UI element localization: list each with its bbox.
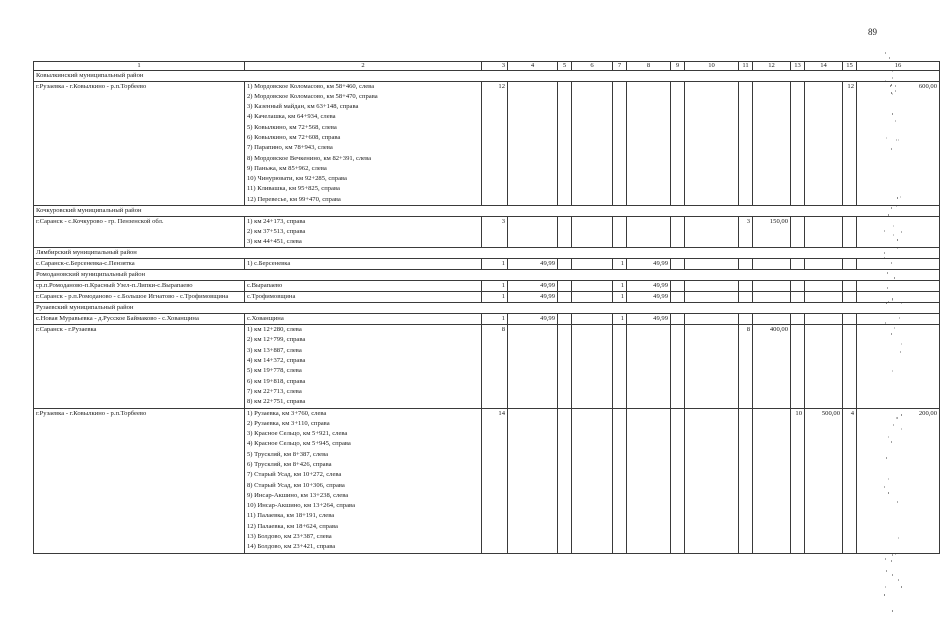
stop-item: 5) км 19+778, слева: [247, 367, 302, 375]
stop-item: 8) Старый Усад, км 10+306, справа: [247, 481, 345, 489]
cell-col-4: [508, 81, 558, 206]
stops-cell: [245, 292, 482, 303]
cell-col-12: [753, 280, 791, 291]
cell-col-15: [843, 292, 857, 303]
cell-col-15: 4: [843, 408, 857, 553]
stop-item: 2) Рузаевка, км 3+110, справа: [247, 419, 330, 427]
stop-item: 8) км 22+751, справа: [247, 398, 306, 406]
header-cell: 9: [671, 62, 685, 71]
cell-col-10: [685, 313, 739, 324]
stops-cell: [245, 325, 482, 408]
stop-item: 1) с.Берсеневка: [247, 259, 291, 267]
stops-cell: [245, 280, 482, 291]
cell-col-15: 12: [843, 81, 857, 206]
table-row: [34, 258, 940, 269]
section-title: Ромодановский муниципальный район: [34, 270, 940, 281]
cell-col-6: [572, 258, 613, 269]
section-row: [34, 206, 940, 217]
stop-item: 2) Мордовское Коломасово, км 58+470, справа: [247, 92, 378, 100]
header-cell: 16: [857, 62, 940, 71]
stop-item: 4) км 14+372, справа: [247, 357, 306, 365]
cell-col-9: [671, 292, 685, 303]
cell-col-13: [791, 81, 805, 206]
cell-col-14: [805, 258, 843, 269]
cell-col-16: [857, 216, 940, 248]
cell-col-4: 49,99: [508, 258, 558, 269]
cell-col-11: [739, 292, 753, 303]
cell-col-3: 8: [482, 325, 508, 408]
stop-item: 1) км 12+280, слева: [247, 326, 302, 334]
cell-col-16: [857, 313, 940, 324]
cell-col-5: [558, 81, 572, 206]
stop-item: 12) Перевесье, км 99+470, справа: [247, 195, 341, 203]
cell-col-13: [791, 280, 805, 291]
table-row: [34, 81, 940, 206]
stop-item: 6) Ковылкино, км 72+608, справа: [247, 133, 341, 141]
cell-col-12: [753, 81, 791, 206]
stops-cell: [245, 81, 482, 206]
page-number: 89: [868, 27, 877, 37]
cell-col-8: 49,99: [627, 258, 671, 269]
cell-col-12: 150,00: [753, 216, 791, 248]
cell-col-5: [558, 258, 572, 269]
cell-col-9: [671, 258, 685, 269]
route-cell: г.Саранск - г.Рузаевка: [34, 325, 245, 408]
cell-col-3: 1: [482, 292, 508, 303]
cell-col-7: 1: [613, 258, 627, 269]
stops-cell: [245, 313, 482, 324]
route-cell: с.Новая Муравьевка - д.Русское Баймаково - с.Хованщина: [34, 313, 245, 324]
stop-item: 3) км 44+451, слева: [247, 238, 302, 246]
cell-col-7: 1: [613, 292, 627, 303]
stop-item: 11) Палаевка, км 18+191, слева: [247, 512, 335, 520]
header-cell: 6: [572, 62, 613, 71]
stops-cell: [245, 258, 482, 269]
cell-col-15: [843, 216, 857, 248]
cell-col-5: [558, 280, 572, 291]
stop-item: 10) Инсар-Акшино, км 13+264, справа: [247, 502, 356, 510]
cell-col-8: [627, 325, 671, 408]
cell-col-4: [508, 325, 558, 408]
cell-col-3: 1: [482, 280, 508, 291]
stop-item: 4) Качелашка, км 64+934, слева: [247, 113, 336, 121]
cell-col-9: [671, 216, 685, 248]
cell-col-12: [753, 408, 791, 553]
header-cell: 7: [613, 62, 627, 71]
stop-item: 10) Чинурювати, км 92+285, справа: [247, 175, 347, 183]
cell-col-5: [558, 325, 572, 408]
stop-item: 9) Инсар-Акшино, км 13+238, слева: [247, 491, 349, 499]
stop-item: 5) Трускляй, км 8+387, слева: [247, 450, 329, 458]
scan-speckle: [898, 579, 899, 581]
stop-item: 5) Ковылкино, км 72+568, слева: [247, 123, 337, 131]
cell-col-4: 49,99: [508, 280, 558, 291]
table-body: [34, 62, 940, 554]
section-row: [34, 303, 940, 314]
cell-col-13: [791, 313, 805, 324]
stop-item: 12) Палаевка, км 18+624, справа: [247, 522, 338, 530]
cell-col-9: [671, 325, 685, 408]
header-row: [34, 62, 940, 71]
section-row: [34, 248, 940, 259]
header-cell: 1: [34, 62, 245, 71]
cell-col-10: [685, 292, 739, 303]
section-title: Рузаевский муниципальный район: [34, 303, 940, 314]
section-title: Лямбирский муниципальный район: [34, 248, 940, 259]
cell-col-9: [671, 408, 685, 553]
cell-col-13: [791, 292, 805, 303]
cell-col-9: [671, 81, 685, 206]
cell-col-10: [685, 81, 739, 206]
cell-col-14: [805, 292, 843, 303]
cell-col-10: [685, 216, 739, 248]
scan-speckle: [886, 570, 887, 572]
cell-col-6: [572, 280, 613, 291]
stop-item: 14) Болдово, км 23+421, справа: [247, 543, 336, 551]
cell-col-6: [572, 313, 613, 324]
stop-item: 1) Рузаевка, км 3+760, слева: [247, 409, 327, 417]
stop-item: 7) Парапино, км 78+943, слева: [247, 144, 333, 152]
cell-col-8: 49,99: [627, 292, 671, 303]
cell-col-13: [791, 325, 805, 408]
cell-col-3: 3: [482, 216, 508, 248]
cell-col-4: 49,99: [508, 313, 558, 324]
scan-speckle: [885, 586, 886, 588]
route-cell: с.Саранск-с.Берсеневка-с.Пензятка: [34, 258, 245, 269]
table-row: [34, 292, 940, 303]
cell-col-6: [572, 325, 613, 408]
cell-col-11: 8: [739, 325, 753, 408]
cell-col-12: [753, 313, 791, 324]
cell-col-15: [843, 280, 857, 291]
cell-col-4: [508, 408, 558, 553]
scan-speckle: [901, 586, 902, 588]
cell-col-16: 200,00: [857, 408, 940, 553]
stop-item: с.Хованщина: [247, 314, 284, 322]
stop-item: 11) Кливашка, км 95+825, справа: [247, 185, 340, 193]
route-cell: г.Рузаевка - г.Ковылкино - р.п.Торбеево: [34, 408, 245, 553]
stop-item: 6) Трускляй, км 8+426, справа: [247, 461, 332, 468]
cell-col-12: [753, 258, 791, 269]
cell-col-10: [685, 280, 739, 291]
section-row: [34, 71, 940, 82]
cell-col-9: [671, 280, 685, 291]
cell-col-4: [508, 216, 558, 248]
table-row: [34, 408, 940, 553]
cell-col-11: [739, 408, 753, 553]
cell-col-5: [558, 216, 572, 248]
cell-col-16: [857, 280, 940, 291]
header-cell: 13: [791, 62, 805, 71]
cell-col-16: [857, 292, 940, 303]
cell-col-14: 500,00: [805, 408, 843, 553]
cell-col-11: [739, 258, 753, 269]
cell-col-8: 49,99: [627, 313, 671, 324]
cell-col-4: 49,99: [508, 292, 558, 303]
stop-item: 7) км 22+713, слева: [247, 387, 302, 395]
section-title: Кочкуровский муниципальный район: [34, 206, 940, 217]
stop-item: 6) км 19+818, справа: [247, 377, 306, 385]
cell-col-15: [843, 325, 857, 408]
scan-speckle: [892, 554, 893, 556]
scan-speckle: [889, 57, 890, 59]
header-cell: 12: [753, 62, 791, 71]
cell-col-7: [613, 408, 627, 553]
table-row: [34, 313, 940, 324]
cell-col-5: [558, 313, 572, 324]
cell-col-14: [805, 313, 843, 324]
cell-col-8: [627, 81, 671, 206]
header-cell: 10: [685, 62, 739, 71]
cell-col-8: [627, 408, 671, 553]
stop-item: 8) Мордовское Вечкенино, км 82+391, слева: [247, 154, 372, 162]
roadside-service-table: [33, 61, 940, 554]
scan-speckle: [891, 560, 892, 562]
cell-col-7: [613, 81, 627, 206]
cell-col-6: [572, 408, 613, 553]
cell-col-7: [613, 216, 627, 248]
stop-item: 4) Красное Сельцо, км 5+945, справа: [247, 440, 351, 448]
cell-col-14: [805, 280, 843, 291]
cell-col-7: [613, 325, 627, 408]
cell-col-3: 1: [482, 313, 508, 324]
scan-speckle: [885, 52, 886, 54]
cell-col-10: [685, 325, 739, 408]
stop-item: с.Трофимовщина: [247, 293, 296, 301]
cell-col-5: [558, 292, 572, 303]
cell-col-3: 14: [482, 408, 508, 553]
cell-col-16: [857, 325, 940, 408]
stop-item: 9) Паньжа, км 85+962, слева: [247, 164, 327, 172]
header-cell: 3: [482, 62, 508, 71]
cell-col-14: [805, 325, 843, 408]
cell-col-8: [627, 216, 671, 248]
cell-col-13: 10: [791, 408, 805, 553]
table-row: [34, 280, 940, 291]
cell-col-16: 600,00: [857, 81, 940, 206]
cell-col-9: [671, 313, 685, 324]
header-cell: 4: [508, 62, 558, 71]
route-cell: г.Саранск - с.Кочкурово - гр. Пензенской обл.: [34, 216, 245, 248]
cell-col-12: 400,00: [753, 325, 791, 408]
header-cell: 5: [558, 62, 572, 71]
stop-item: 3) Казенный майдан, км 63+148, справа: [247, 103, 359, 111]
cell-col-7: 1: [613, 280, 627, 291]
scan-speckle: [892, 574, 893, 576]
header-cell: 8: [627, 62, 671, 71]
cell-col-10: [685, 258, 739, 269]
scan-speckle: [884, 594, 885, 596]
route-cell: ср.п.Ромоданово-п.Красный Узел-п.Липки-с.Вырапаево: [34, 280, 245, 291]
cell-col-6: [572, 292, 613, 303]
cell-col-15: [843, 313, 857, 324]
header-cell: 14: [805, 62, 843, 71]
stop-item: 2) км 12+799, справа: [247, 336, 306, 344]
cell-col-14: [805, 216, 843, 248]
scan-speckle: [885, 558, 886, 560]
cell-col-6: [572, 216, 613, 248]
section-title: Ковылкинский муниципальный район: [34, 71, 940, 82]
header-cell: 15: [843, 62, 857, 71]
stop-item: 7) Старый Усад, км 10+272, слева: [247, 471, 342, 479]
stop-item: с.Вырапаево: [247, 281, 283, 289]
stop-item: 3) км 13+887, слева: [247, 346, 302, 354]
stop-item: 1) Мордовское Коломасово, км 58+460, слева: [247, 82, 375, 90]
cell-col-5: [558, 408, 572, 553]
route-cell: г.Саранск - р.п.Ромоданово - с.Большое Игнатово - с.Трофимовщина: [34, 292, 245, 303]
cell-col-8: 49,99: [627, 280, 671, 291]
header-cell: 11: [739, 62, 753, 71]
cell-col-13: [791, 216, 805, 248]
stop-item: 1) км 24+173, справа: [247, 217, 306, 225]
cell-col-15: [843, 258, 857, 269]
stops-cell: [245, 216, 482, 248]
scan-speckle: [892, 610, 893, 612]
cell-col-3: 12: [482, 81, 508, 206]
cell-col-11: [739, 313, 753, 324]
section-row: [34, 270, 940, 281]
cell-col-11: [739, 280, 753, 291]
cell-col-6: [572, 81, 613, 206]
route-cell: г.Рузаевка - г.Ковылкино - р.п.Торбеево: [34, 81, 245, 206]
cell-col-12: [753, 292, 791, 303]
cell-col-11: [739, 81, 753, 206]
cell-col-14: [805, 81, 843, 206]
table-row: [34, 216, 940, 248]
stop-item: 2) км 37+513, справа: [247, 227, 306, 235]
cell-col-10: [685, 408, 739, 553]
cell-col-13: [791, 258, 805, 269]
header-cell: 2: [245, 62, 482, 71]
table-row: [34, 325, 940, 408]
cell-col-3: 1: [482, 258, 508, 269]
cell-col-7: 1: [613, 313, 627, 324]
stop-item: 13) Болдово, км 23+387, слева: [247, 533, 332, 541]
stops-cell: [245, 408, 482, 553]
cell-col-11: 3: [739, 216, 753, 248]
cell-col-16: [857, 258, 940, 269]
stop-item: 3) Красное Сельцо, км 5+921, слева: [247, 430, 348, 438]
